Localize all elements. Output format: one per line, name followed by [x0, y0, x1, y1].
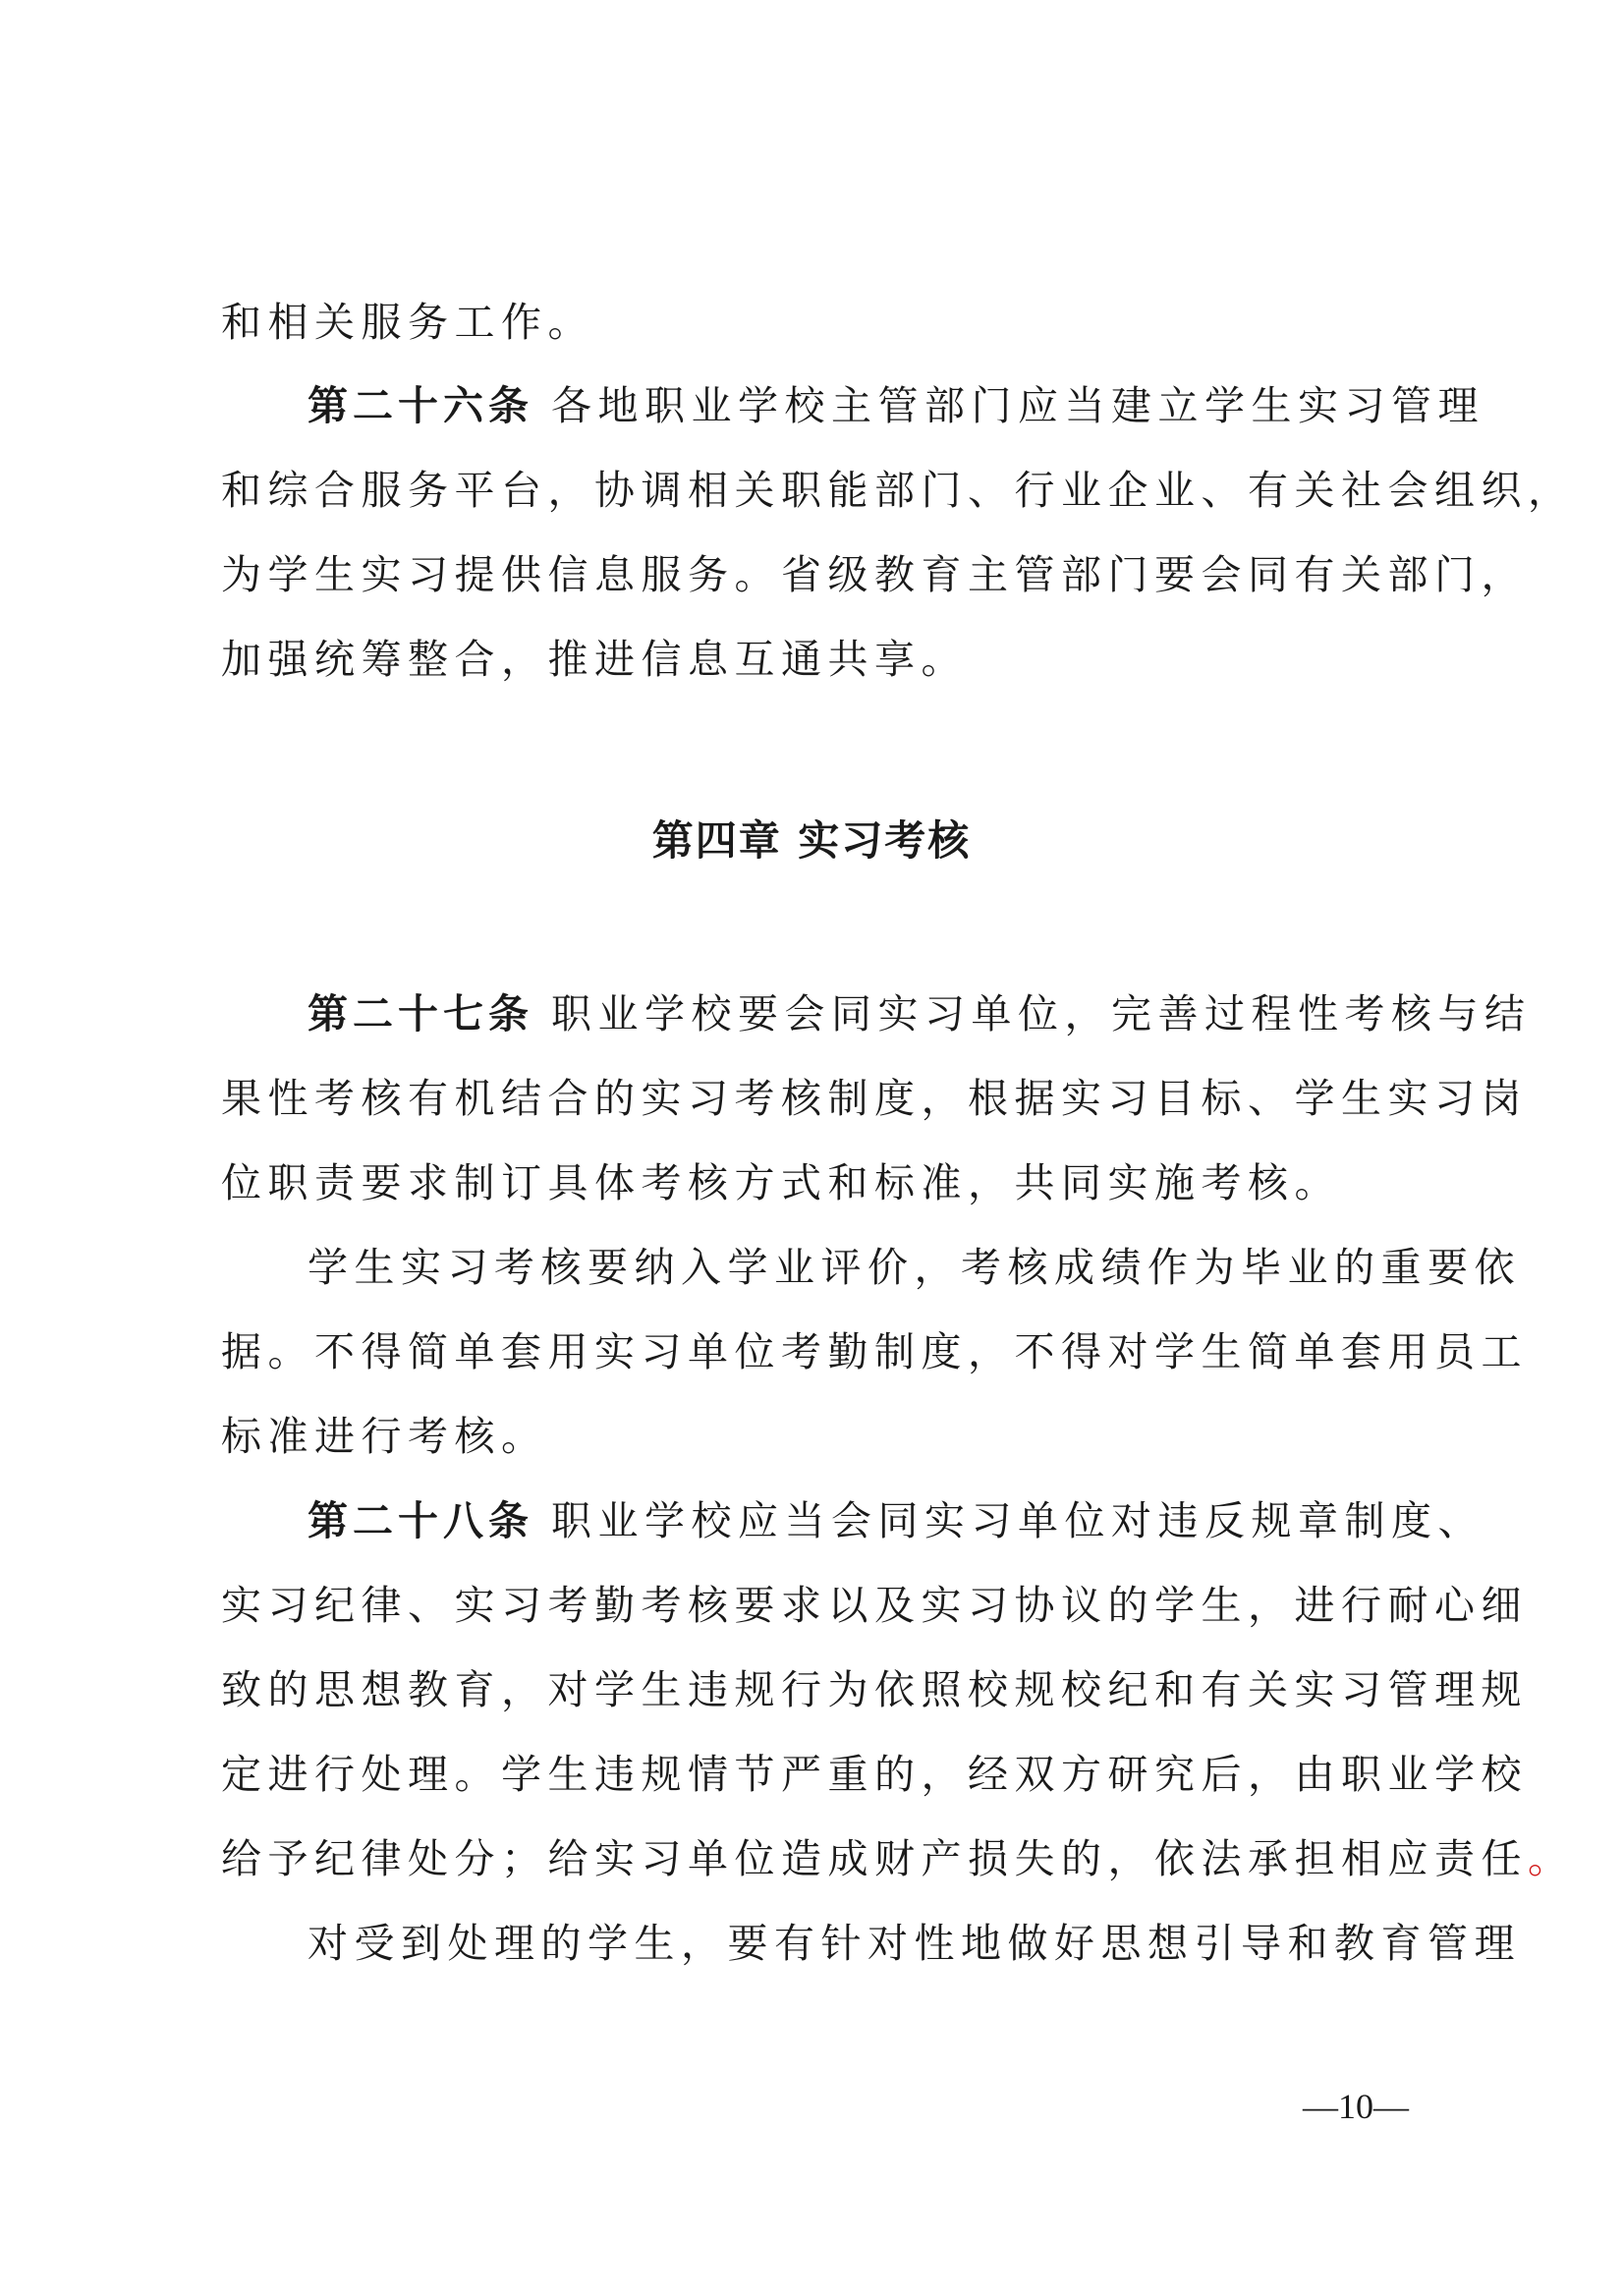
article-28-text-5: 给予纪律处分；给实习单位造成财产损失的，依法承担相应责任: [221, 1835, 1528, 1882]
article-27-text-1: 职业学校要会同实习单位，完善过程性考核与结: [551, 990, 1532, 1037]
article-27-line-2: 果性考核有机结合的实习考核制度，根据实习目标、学生实习岗: [221, 1075, 1528, 1122]
article-27-para2-line-1: 学生实习考核要纳入学业评价，考核成绩作为毕业的重要依: [308, 1244, 1521, 1291]
article-26-line-4: 加强统筹整合，推进信息互通共享。: [221, 636, 968, 683]
article-26-number: 第二十六条: [308, 382, 533, 429]
article-28-line-5: [221, 1831, 1575, 1886]
article-28-para2-line-1: 对受到处理的学生，要有针对性地做好思想引导和教育管理: [308, 1920, 1521, 1967]
continuation-line: 和相关服务工作。: [221, 299, 594, 346]
article-27-number: 第二十七条: [308, 990, 533, 1037]
article-26-text-1: 各地职业学校主管部门应当建立学生实习管理: [551, 382, 1484, 429]
article-28-line-4: 定进行处理。学生违规情节严重的，经双方研究后，由职业学校: [221, 1751, 1528, 1798]
article-28-line-3: 致的思想教育，对学生违规行为依照校规校纪和有关实习管理规: [221, 1666, 1528, 1713]
article-27-para2-line-3: 标准进行考核。: [221, 1413, 548, 1460]
article-27-line-1: [308, 986, 1532, 1041]
article-27-para2-line-2: 据。不得简单套用实习单位考勤制度，不得对学生简单套用员工: [221, 1328, 1528, 1375]
article-26-line-1: [308, 378, 1484, 433]
chapter-title: 第四章 实习考核: [651, 816, 972, 865]
article-28-line-1: [308, 1493, 1484, 1548]
page-number: —10—: [1303, 2087, 1409, 2126]
article-27-line-3: 位职责要求制订具体考核方式和标准，共同实施考核。: [221, 1159, 1341, 1206]
article-26-line-3: 为学生实习提供信息服务。省级教育主管部门要会同有关部门，: [221, 551, 1528, 598]
article-28-number: 第二十八条: [308, 1497, 533, 1544]
red-period-mark: 。: [1528, 1835, 1575, 1882]
article-28-line-2: 实习纪律、实习考勤考核要求以及实习协议的学生，进行耐心细: [221, 1582, 1528, 1629]
article-28-text-1: 职业学校应当会同实习单位对违反规章制度、: [551, 1497, 1484, 1544]
article-26-line-2: 和综合服务平台，协调相关职能部门、行业企业、有关社会组织，: [221, 467, 1575, 514]
